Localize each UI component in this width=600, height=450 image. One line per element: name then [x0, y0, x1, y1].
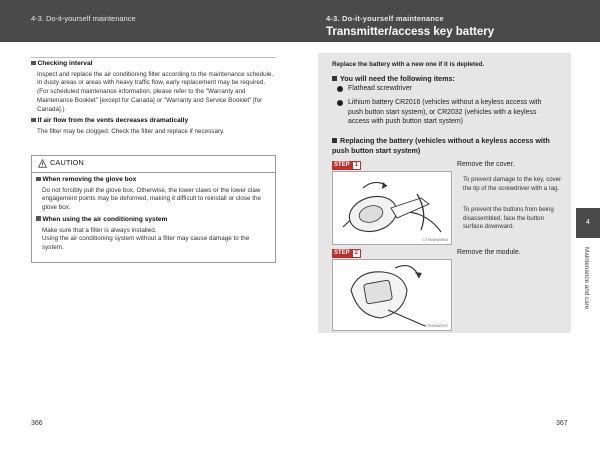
- left-page-content: [31, 60, 276, 140]
- square-bullet-icon: [36, 177, 41, 182]
- divider: [31, 57, 276, 58]
- step-1-note: To prevent the buttons from being disassembled, face the button surface downward.: [463, 206, 554, 231]
- step-2-badge: STEP 2: [332, 249, 361, 258]
- section-heading: If air flow from the vents decreases dramatically: [31, 117, 276, 126]
- intro-text: Replace the battery with a new one if it is depleted.: [332, 61, 485, 68]
- caution-item-heading: When using the air conditioning system: [36, 216, 272, 225]
- bullet-icon: [337, 100, 343, 106]
- square-bullet-icon: [332, 76, 337, 81]
- section-body: The filter may be clogged. Check the filter and replace if necessary.: [37, 127, 225, 135]
- bullet-icon: [337, 86, 343, 92]
- warning-triangle-icon: [38, 159, 47, 168]
- page-title: Transmitter/access key battery: [326, 26, 495, 38]
- right-section-header: 4-3. Do-it-yourself maintenance: [326, 14, 444, 23]
- page-number-right: 367: [556, 420, 568, 427]
- caution-item-heading: When removing the glove box: [36, 176, 272, 185]
- left-section-header: 4-3. Do-it-yourself maintenance: [31, 14, 136, 23]
- module-removal-illustration: [332, 259, 452, 331]
- step-1-text: Remove the cover.: [457, 161, 515, 168]
- illustration-code: CTH04NSH44: [422, 237, 448, 242]
- instruction-panel: [318, 53, 571, 333]
- square-bullet-icon: [36, 216, 41, 221]
- illustration-code: CTH04AG07: [425, 323, 448, 328]
- caution-item-body: Do not forcibly pull the glove box. Otherwise, the lower claws or the lower claw engagement points may be deformed, making it difficult to reinstall or close the glove box.: [42, 186, 261, 212]
- list-item: Flathead screwdriver: [340, 84, 555, 94]
- step-1-badge: STEP 1: [332, 161, 361, 170]
- square-bullet-icon: [31, 61, 36, 66]
- key-fob-icon: [333, 172, 451, 244]
- section-heading: Checking interval: [31, 60, 276, 69]
- divider: [32, 172, 275, 173]
- list-item: Lithium battery CR2016 (vehicles without a keyless access with push button start system), or CR2032 (vehicles with a keyless access with push button start system): [340, 98, 555, 127]
- caution-item-body: Make sure that a filter is always installed. Using the air conditioning system without a filter may cause damage to the system.: [42, 226, 250, 251]
- step-1-note: To prevent damage to the key, cover the tip of the screwdriver with a rag.: [463, 176, 562, 192]
- page-number-left: 366: [31, 420, 43, 427]
- section-body: Inspect and replace the air conditioning filter according to the maintenance schedule. In dusty areas or areas with heavy traffic flow, early replacement may be required. (For scheduled maintenance information, please refer to the "Warranty and Maintenance Booklet" [except for Canada] or "Warranty and Service Booklet" [for Canada].): [37, 70, 274, 113]
- items-heading: You will need the following items:: [332, 74, 560, 84]
- caution-title: CAUTION: [38, 159, 84, 168]
- chapter-label: Maintenance and care: [583, 247, 590, 310]
- square-bullet-icon: [332, 138, 337, 143]
- step-2-text: Remove the module.: [457, 249, 521, 256]
- procedure-heading: Replacing the battery (vehicles without a keyless access with push button start system): [332, 136, 550, 155]
- square-bullet-icon: [31, 118, 36, 123]
- header-bar: [0, 0, 600, 42]
- chapter-tab[interactable]: 4: [576, 208, 600, 238]
- key-module-icon: [333, 260, 451, 330]
- caution-box: [31, 155, 276, 263]
- key-cover-removal-illustration: [332, 171, 452, 245]
